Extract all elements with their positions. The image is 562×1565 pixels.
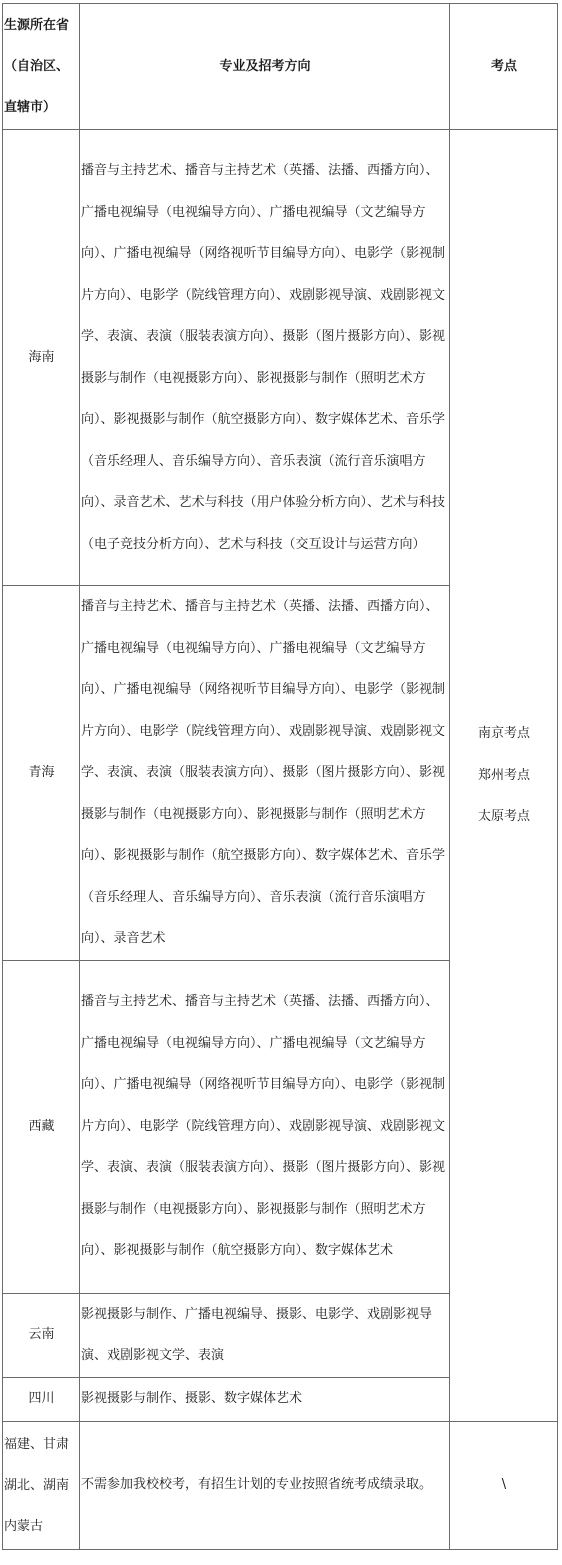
province-cell: 西藏 xyxy=(3,960,80,1293)
major-cell: 播音与主持艺术、播音与主持艺术（英播、法播、西播方向）、广播电视编导（电视编导方向）、广播电视编导（文艺编导方向）、广播电视编导（网络视听节目编导方向）、电影学（影视制片方向）、电影学（院线管理方向）、戏剧影视导演、戏剧影视文学、表演、表演（服装表演方向）、摄影（图片摄影方向）、影视摄影与制作（电视摄影方向）、影视摄影与制作（照明艺术方向）、影视摄影与制作（航空摄影方向）、数字媒体艺术 xyxy=(80,960,450,1293)
site-item: 太原考点 xyxy=(477,809,530,824)
province-cell: 云南 xyxy=(3,1293,80,1377)
province-cell: 青海 xyxy=(3,586,80,961)
province-cell: 四川 xyxy=(3,1377,80,1421)
province-line: 福建、甘肃 xyxy=(4,1436,70,1452)
major-cell: 播音与主持艺术、播音与主持艺术（英播、法播、西播方向）、广播电视编导（电视编导方向）、广播电视编导（文艺编导方向）、广播电视编导（网络视听节目编导方向）、电影学（影视制片方向）、电影学（院线管理方向）、戏剧影视导演、戏剧影视文学、表演、表演（服装表演方向）、摄影（图片摄影方向）、影视摄影与制作（电视摄影方向）、影视摄影与制作（照明艺术方向）、影视摄影与制作（航空摄影方向）、数字媒体艺术、音乐学（音乐经理人、音乐编导方向）、音乐表演（流行音乐演唱方向）、录音艺术、艺术与科技（用户体验分析方向）、艺术与科技（电子竞技分析方向）、艺术与科技（交互设计与运营方向） xyxy=(80,130,450,586)
site-item: 郑州考点 xyxy=(477,767,530,783)
province-cell-multi xyxy=(3,1421,80,1549)
table-row xyxy=(3,1421,558,1549)
header-major: 专业及招考方向 xyxy=(80,4,450,130)
major-cell: 影视摄影与制作、摄影、数字媒体艺术 xyxy=(80,1377,450,1421)
site-item: 南京考点 xyxy=(477,726,530,741)
major-cell: 影视摄影与制作、广播电视编导、摄影、电影学、戏剧影视导演、戏剧影视文学、表演 xyxy=(80,1293,450,1377)
table-header-row xyxy=(3,4,558,130)
table-row xyxy=(3,130,558,586)
site-cell xyxy=(450,130,558,1422)
province-cell: 海南 xyxy=(3,130,80,586)
province-line: 湖北、湖南 xyxy=(4,1477,70,1493)
header-province-line: （自治区、 xyxy=(4,59,70,74)
header-province-line: 生源所在省 xyxy=(4,18,70,33)
header-province-line: 直辖市） xyxy=(4,100,57,115)
admission-table xyxy=(2,3,558,1550)
site-cell-empty: \ xyxy=(450,1421,558,1549)
major-cell: 播音与主持艺术、播音与主持艺术（英播、法播、西播方向）、广播电视编导（电视编导方向）、广播电视编导（文艺编导方向）、广播电视编导（网络视听节目编导方向）、电影学（影视制片方向）、电影学（院线管理方向）、戏剧影视导演、戏剧影视文学、表演、表演（服装表演方向）、摄影（图片摄影方向）、影视摄影与制作（电视摄影方向）、影视摄影与制作（照明艺术方向）、影视摄影与制作（航空摄影方向）、数字媒体艺术、音乐学（音乐经理人、音乐编导方向）、音乐表演（流行音乐演唱方向）、录音艺术 xyxy=(80,586,450,961)
major-cell: 不需参加我校校考，有招生计划的专业按照省统考成绩录取。 xyxy=(80,1421,450,1549)
header-province xyxy=(3,4,80,130)
province-line: 内蒙古 xyxy=(4,1518,44,1534)
header-site: 考点 xyxy=(450,4,558,130)
